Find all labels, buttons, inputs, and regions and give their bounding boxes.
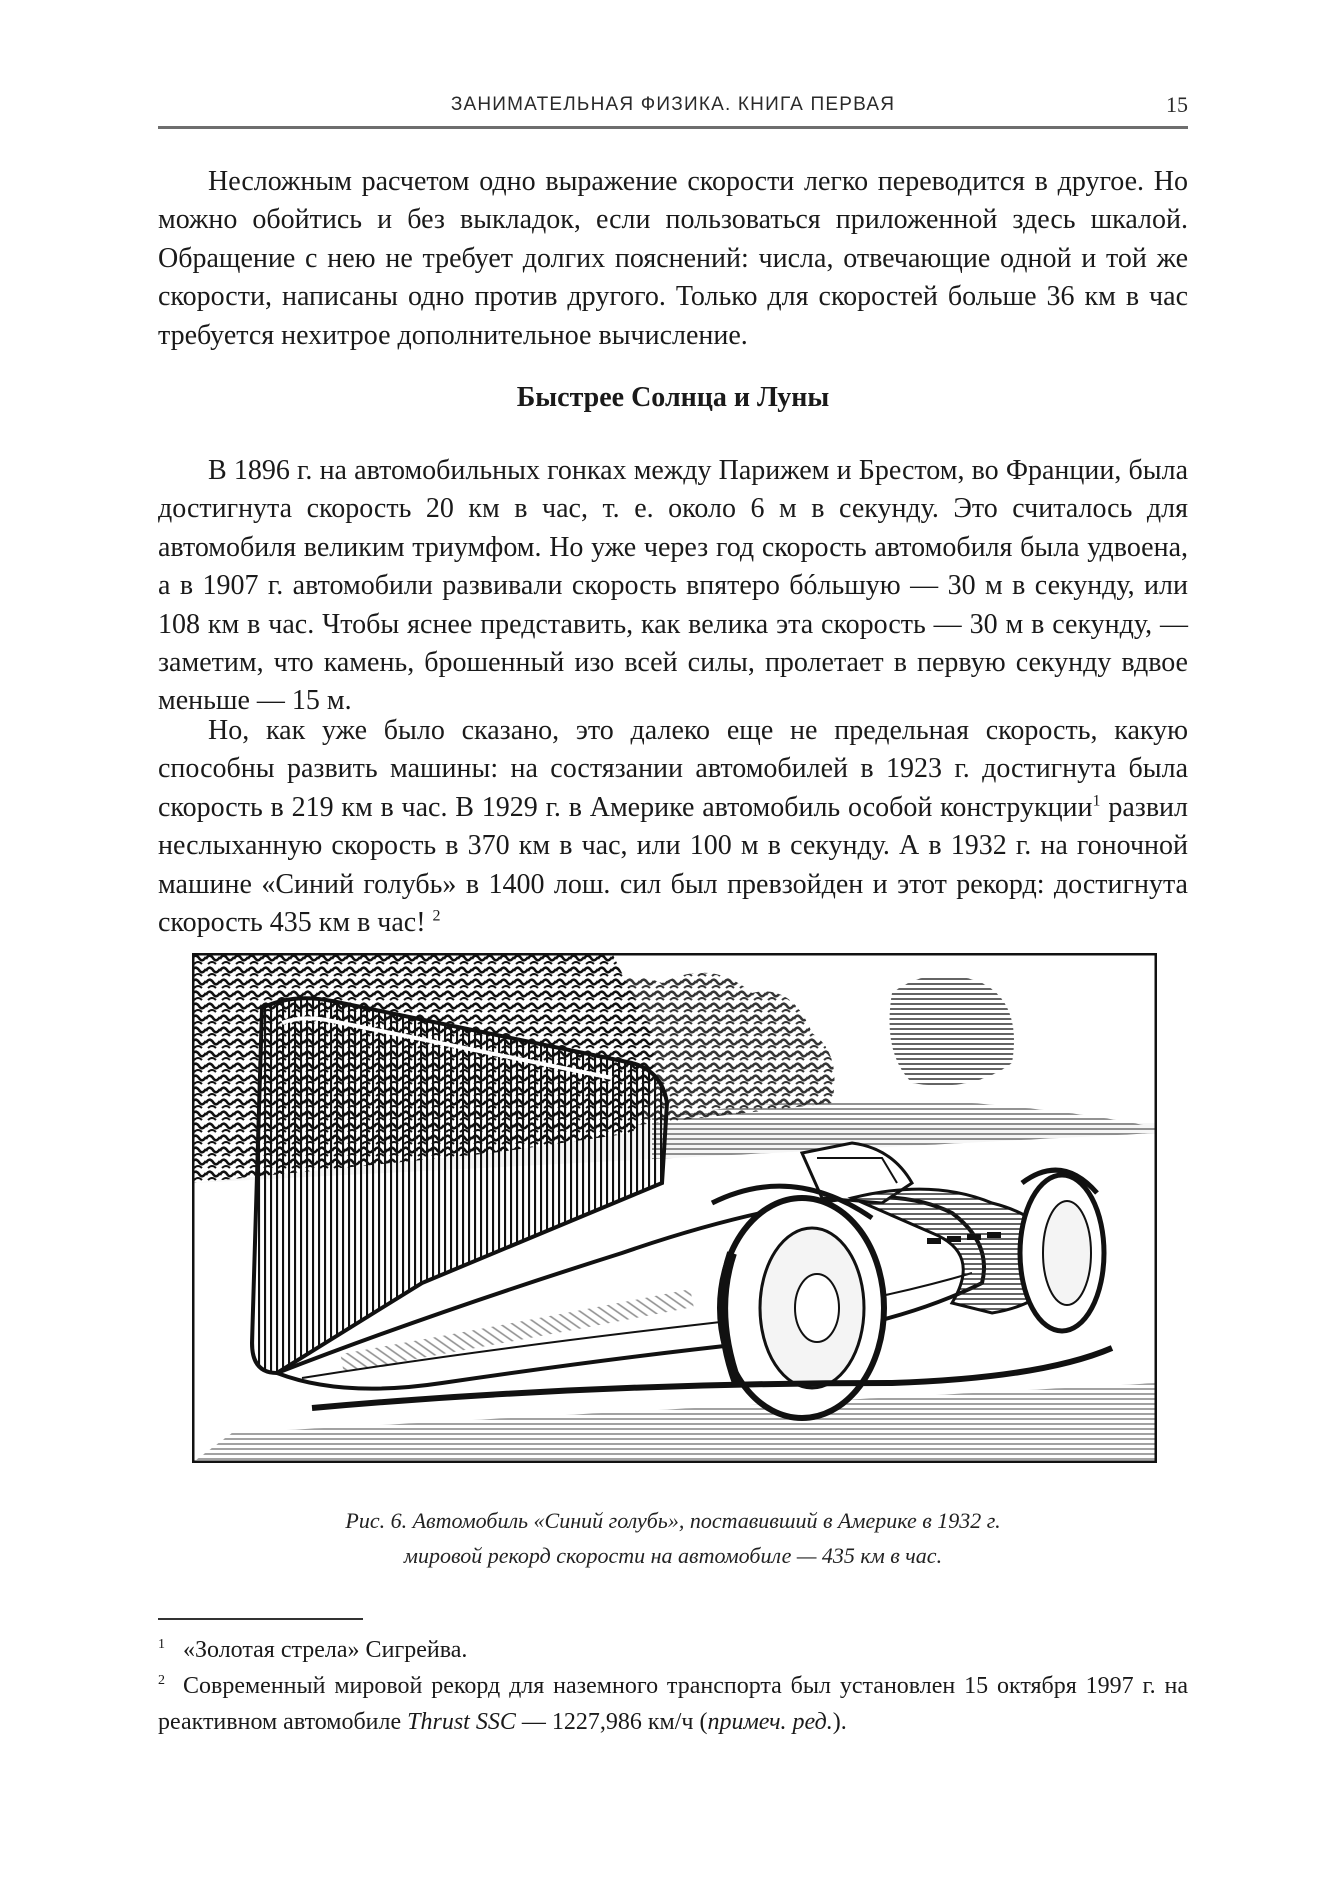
paragraph-text: Несложным расчетом одно выражение скорости легко переводится в другое. Но можно обойтись и без выкладок, если пользоваться приложенной здесь шкалой. Обращение с нею не требует долгих пояснений: числа, отвечающие одной и той же скорости, написаны одно против другого. Только для скоростей больше 36 км в час требуется нехитрое дополнительное вычисление. [158, 166, 1188, 351]
paragraph-history [158, 452, 1188, 721]
caption-line: Рис. 6. Автомобиль «Синий голубь», поставивший в Америке в 1932 г. [345, 1508, 1001, 1533]
race-car-engraving [192, 953, 1157, 1463]
section-heading: Быстрее Солнца и Луны [516, 382, 830, 413]
footnote-text: «Золотая стрела» Сигрейва. [183, 1637, 468, 1663]
footnote-mark: 1 [158, 1637, 165, 1652]
footnote-text: Современный мировой рекорд для наземного транспорта был установлен 15 октября 1997 г. на реактивном автомобиле [158, 1673, 1188, 1735]
paragraph-text [158, 712, 1188, 942]
footnote-2 [158, 1668, 1188, 1740]
paragraph-text: В 1896 г. на автомобильных гонках между Парижем и Брестом, во Франции, была достигнута скорость 20 км в час, т. е. около 6 м в секунду. Это считалось для автомобиля великим триумфом. Но уже через год скорость автомобиля была удвоена, а в 1907 г. автомобили развивали скорость впятеро бóльшую — 30 м в секунду, или 108 км в час. Чтобы яснее представить, как велика эта скорость — 30 м в секунду, — заметим, что камень, брошенный изо всей силы, пролетает в первую секунду вдвое меньше — 15 м. [158, 455, 1188, 717]
footnote-divider [158, 1618, 363, 1620]
footnotes [158, 1632, 1188, 1740]
figure-race-car-illustration [192, 953, 1157, 1463]
footnote-ref-2[interactable]: 2 [432, 907, 441, 925]
footnote-1 [158, 1632, 1188, 1668]
footnote-mark: 2 [158, 1673, 165, 1688]
paragraph-records [158, 712, 1188, 942]
running-title: ЗАНИМАТЕЛЬНАЯ ФИЗИКА. КНИГА ПЕРВАЯ [450, 94, 896, 115]
caption-line: мировой рекорд скорости на автомобиле — 435 км в час. [403, 1543, 943, 1568]
footnote-ref-1[interactable]: 1 [1092, 792, 1101, 810]
page-number: 15 [1166, 92, 1188, 117]
figure-caption [158, 1503, 1188, 1573]
paragraph-conversion [158, 163, 1188, 355]
paragraph-text-part: Но, как уже было сказано, это далеко еще не предельная скорость, какую способны развить машины: на состязании автомобилей в 1923 г. достигнута была скорость в 219 км в час. В 1929 г. в Америке автомобиль особой конструкции [158, 715, 1188, 823]
footnote-text: ). [832, 1709, 847, 1735]
footnote-editor-note: примеч. ред. [707, 1709, 833, 1735]
footnote-vehicle-name: Thrust SSC [407, 1709, 516, 1735]
paragraph-text-part: развил неслыханную скорость в 370 км в час, или 100 м в секунду. А в 1932 г. на гоночной машине «Синий голубь» в 1400 лош. сил был превзойден и этот рекорд: достигнута скорость 435 км в час! [158, 791, 1189, 939]
footnote-text: — 1227,986 км/ч ( [515, 1709, 708, 1735]
running-header [158, 92, 1188, 129]
